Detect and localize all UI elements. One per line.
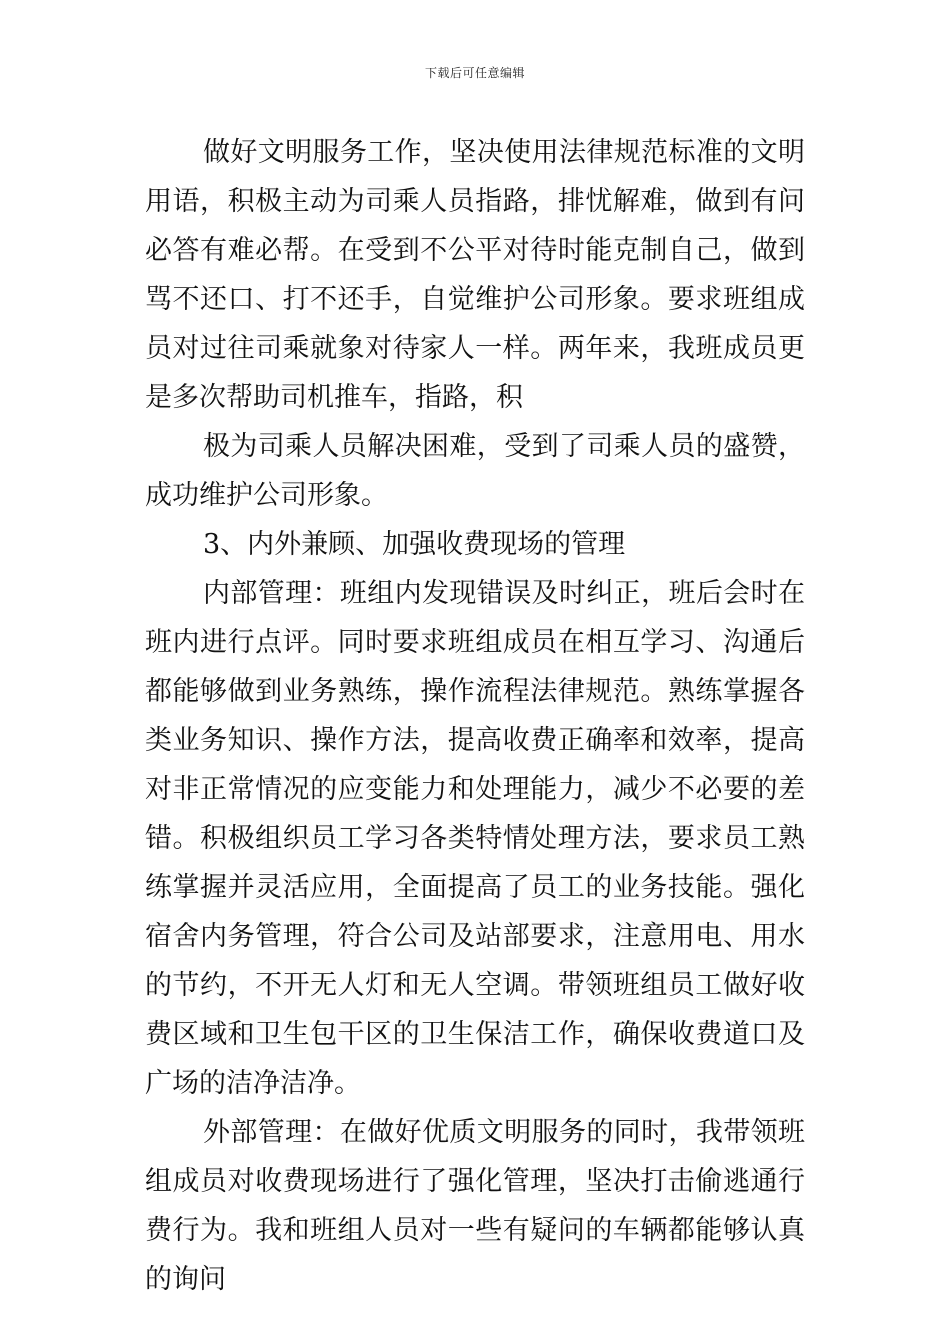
document-body	[145, 128, 805, 1304]
paragraph-external-management: 外部管理：在做好优质文明服务的同时，我带领班组成员对收费现场进行了强化管理，坚决打击偷逃通行费行为。我和班组人员对一些有疑问的车辆都能够认真的询问	[145, 1117, 805, 1295]
paragraph-continuation: 极为司乘人员解决困难，受到了司乘人员的盛赞，成功维护公司形象。	[145, 431, 805, 511]
page-header: 下载后可任意编辑	[424, 66, 525, 80]
paragraph-civilized-service: 做好文明服务工作，坚决使用法律规范标准的文明用语，积极主动为司乘人员指路，排忧解难，做到有问必答有难必帮。在受到不公平对待时能克制自己，做到骂不还口、打不还手，自觉维护公司形象。要求班组成员对过往司乘就象对待家人一样。两年来，我班成员更是多次帮助司机推车，指路，积	[145, 137, 805, 413]
section-heading: 3、内外兼顾、加强收费现场的管理	[203, 529, 626, 560]
paragraph-internal-management: 内部管理：班组内发现错误及时纠正，班后会时在班内进行点评。同时要求班组成员在相互学习、沟通后都能够做到业务熟练，操作流程法律规范。熟练掌握各类业务知识、操作方法，提高收费正确率和效率，提高对非正常情况的应变能力和处理能力，减少不必要的差错。积极组织员工学习各类特情处理方法，要求员工熟练掌握并灵活应用，全面提高了员工的业务技能。强化宿舍内务管理，符合公司及站部要求，注意用电、用水的节约，不开无人灯和无人空调。带领班组员工做好收费区域和卫生包干区的卫生保洁工作，确保收费道口及广场的洁净洁净。	[145, 578, 805, 1099]
